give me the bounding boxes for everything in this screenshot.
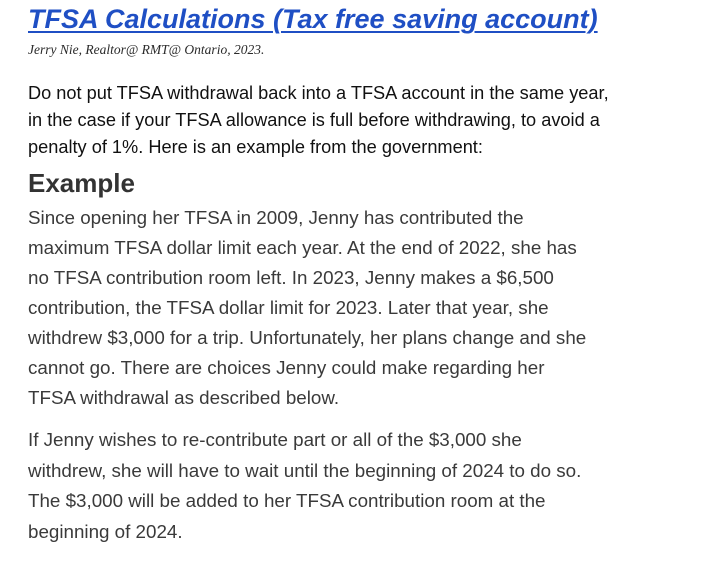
intro-line: in the case if your TFSA allowance is full before withdrawing, to avoid a xyxy=(28,110,600,130)
author-byline: Jerry Nie, Realtor@ RMT@ Ontario, 2023. xyxy=(28,42,265,57)
page-title-link[interactable]: TFSA Calculations (Tax free saving account) xyxy=(28,4,598,34)
intro-paragraph xyxy=(28,80,714,161)
example-paragraph-2 xyxy=(28,425,714,547)
paragraph-line: no TFSA contribution room left. In 2023, Jenny makes a $6,500 xyxy=(28,267,554,288)
intro-line: penalty of 1%. Here is an example from the government: xyxy=(28,137,483,157)
intro-line: Do not put TFSA withdrawal back into a TFSA account in the same year, xyxy=(28,83,609,103)
paragraph-line: contribution, the TFSA dollar limit for 2023. Later that year, she xyxy=(28,297,549,318)
section-heading: Example xyxy=(28,168,135,198)
paragraph-line: withdrew $3,000 for a trip. Unfortunately, her plans change and she xyxy=(28,327,587,348)
paragraph-line: The $3,000 will be added to her TFSA contribution room at the xyxy=(28,490,546,511)
paragraph-line: If Jenny wishes to re-contribute part or all of the $3,000 she xyxy=(28,429,522,450)
paragraph-line: withdrew, she will have to wait until the beginning of 2024 to do so. xyxy=(28,459,582,481)
paragraph-line: beginning of 2024. xyxy=(28,520,183,542)
paragraph-line: TFSA withdrawal as described below. xyxy=(28,387,340,408)
paragraph-line: Since opening her TFSA in 2009, Jenny has contributed the xyxy=(28,207,524,228)
paragraph-line: cannot go. There are choices Jenny could make regarding her xyxy=(28,357,545,378)
paragraph-line: maximum TFSA dollar limit each year. At the end of 2022, she has xyxy=(28,237,577,258)
example-paragraph-1 xyxy=(28,203,714,413)
